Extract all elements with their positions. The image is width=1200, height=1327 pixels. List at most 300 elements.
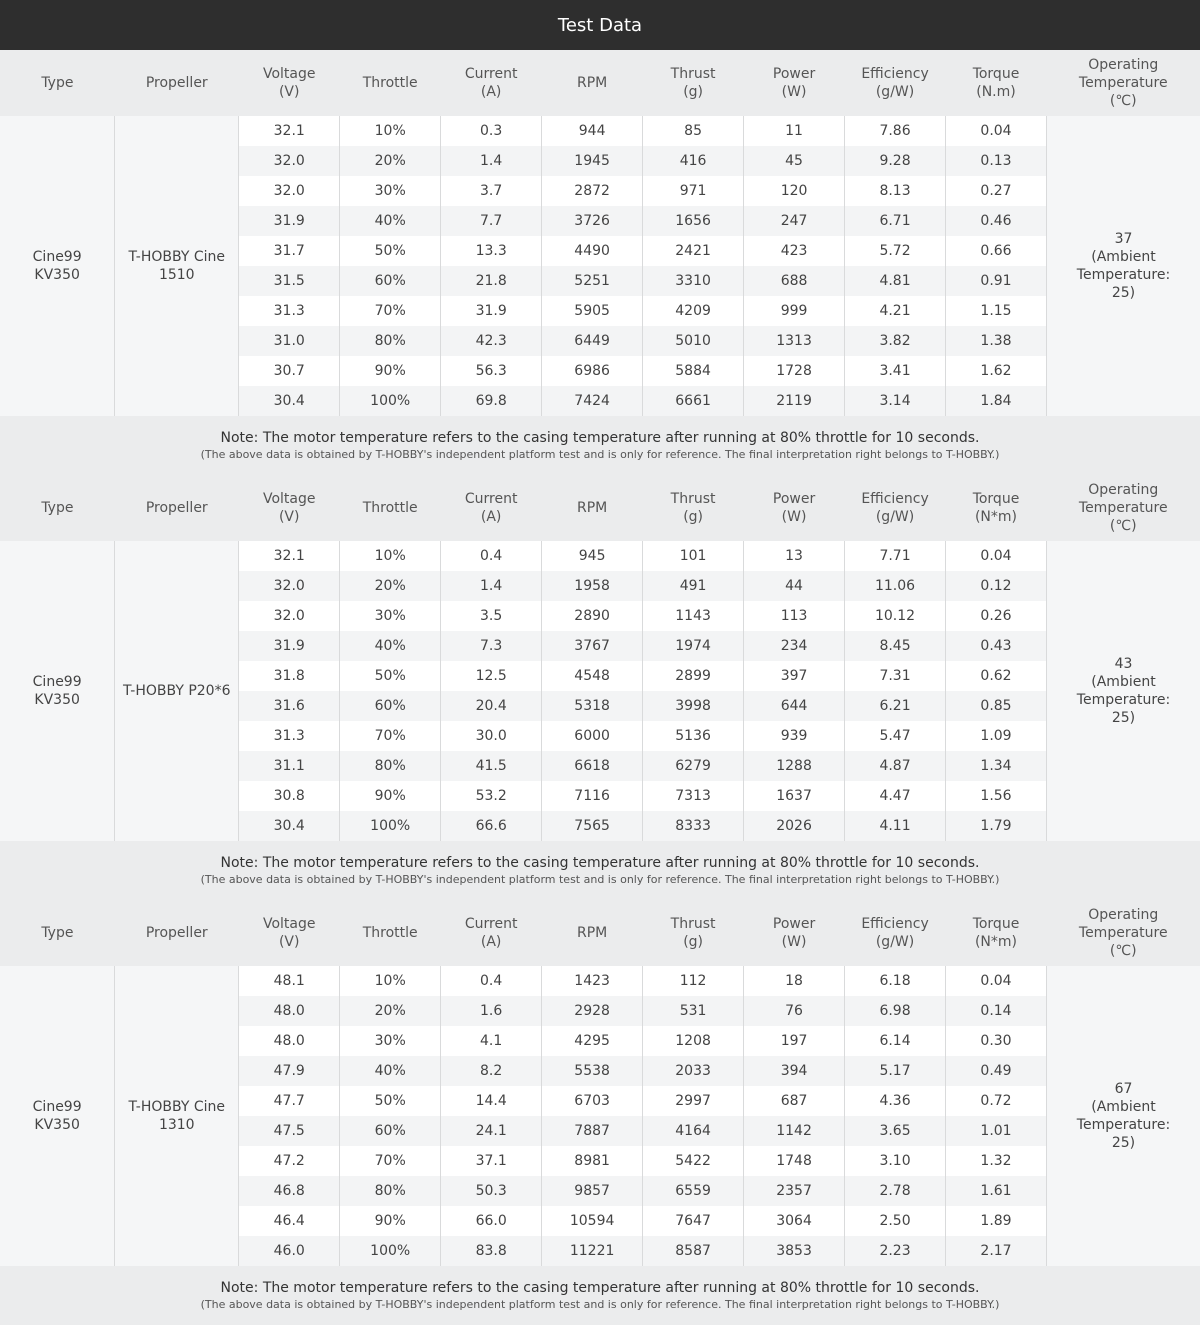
rpm-cell: 3726 [542,206,643,236]
efficiency-cell: 7.86 [845,116,946,146]
voltage-cell: 31.5 [239,266,340,296]
motor-type-line: Cine99 [32,1099,82,1115]
note-disclaimer-text: (The above data is obtained by T-HOBBY's independent platform test and is only for reference. The final interpretation right belongs to T-HOBBY.) [200,873,1000,886]
throttle-cell: 80% [340,326,441,356]
throttle-cell: 70% [340,1146,441,1176]
operating-temperature-cell [1046,966,1200,1266]
test-data-tables [0,50,1200,1325]
throttle-cell: 100% [340,811,441,841]
operating-temperature-line: 67 [1114,1081,1133,1097]
voltage-cell: 31.6 [239,691,340,721]
torque-cell: 1.61 [946,1176,1047,1206]
throttle-cell: 80% [340,751,441,781]
current-cell: 8.2 [441,1056,542,1086]
current-cell: 3.7 [441,176,542,206]
test-table [0,900,1200,1266]
rpm-cell: 5251 [542,266,643,296]
efficiency-cell: 10.12 [845,601,946,631]
column-header-rpm-line: RPM [577,75,608,91]
operating-temperature-line: Temperature: [1076,692,1171,708]
column-header-temperature-line: (℃) [1109,943,1137,959]
throttle-cell: 80% [340,1176,441,1206]
voltage-cell: 31.7 [239,236,340,266]
current-cell: 20.4 [441,691,542,721]
current-cell: 66.6 [441,811,542,841]
throttle-cell: 10% [340,541,441,571]
thrust-cell: 3310 [643,266,744,296]
column-header-power [744,475,845,541]
voltage-cell: 32.0 [239,601,340,631]
column-header-efficiency-line: (g/W) [875,84,915,100]
efficiency-cell: 3.65 [845,1116,946,1146]
column-header-power-line: (W) [781,934,807,950]
column-header-voltage [239,50,340,116]
throttle-cell: 90% [340,781,441,811]
current-cell: 69.8 [441,386,542,416]
column-header-voltage [239,475,340,541]
current-cell: 42.3 [441,326,542,356]
column-header-current-line: Current [464,916,518,932]
thrust-cell: 2997 [643,1086,744,1116]
voltage-cell: 32.0 [239,146,340,176]
thrust-cell: 5136 [643,721,744,751]
column-header-efficiency [845,900,946,966]
column-header-efficiency [845,50,946,116]
efficiency-cell: 4.36 [845,1086,946,1116]
thrust-cell: 7647 [643,1206,744,1236]
propeller-line: T-HOBBY Cine [128,1099,225,1115]
rpm-cell: 944 [542,116,643,146]
thrust-cell: 491 [643,571,744,601]
propeller-line: 1310 [158,1117,195,1133]
voltage-cell: 47.7 [239,1086,340,1116]
thrust-cell: 971 [643,176,744,206]
note-main-text: Note: The motor temperature refers to the casing temperature after running at 80% throttle for 10 seconds. [220,855,980,871]
column-header-voltage-line: Voltage [262,66,316,82]
operating-temperature-cell [1046,541,1200,841]
power-cell: 397 [744,661,845,691]
throttle-cell: 30% [340,601,441,631]
power-cell: 3853 [744,1236,845,1266]
column-header-type [0,50,115,116]
efficiency-cell: 5.72 [845,236,946,266]
throttle-cell: 20% [340,146,441,176]
column-header-rpm-line: RPM [577,500,608,516]
power-cell: 644 [744,691,845,721]
throttle-cell: 70% [340,296,441,326]
efficiency-cell: 6.71 [845,206,946,236]
operating-temperature-line: 43 [1114,656,1133,672]
rpm-cell: 10594 [542,1206,643,1236]
power-cell: 234 [744,631,845,661]
throttle-cell: 30% [340,176,441,206]
test-table [0,475,1200,841]
note-disclaimer-text: (The above data is obtained by T-HOBBY's independent platform test and is only for reference. The final interpretation right belongs to T-HOBBY.) [200,448,1000,461]
column-header-temperature-line: Operating [1088,907,1159,923]
power-cell: 2357 [744,1176,845,1206]
power-cell: 999 [744,296,845,326]
column-header-voltage-line: (V) [278,84,300,100]
thrust-cell: 8587 [643,1236,744,1266]
thrust-cell: 1208 [643,1026,744,1056]
column-header-efficiency-line: (g/W) [875,509,915,525]
column-header-power-line: (W) [781,509,807,525]
torque-cell: 0.04 [946,966,1047,996]
power-cell: 247 [744,206,845,236]
throttle-cell: 20% [340,996,441,1026]
column-header-thrust-line: (g) [683,84,703,100]
efficiency-cell: 2.50 [845,1206,946,1236]
voltage-cell: 48.0 [239,996,340,1026]
voltage-cell: 47.2 [239,1146,340,1176]
power-cell: 1637 [744,781,845,811]
rpm-cell: 3767 [542,631,643,661]
current-cell: 1.4 [441,146,542,176]
voltage-cell: 32.1 [239,541,340,571]
rpm-cell: 9857 [542,1176,643,1206]
rpm-cell: 7887 [542,1116,643,1146]
torque-cell: 0.04 [946,116,1047,146]
throttle-cell: 50% [340,1086,441,1116]
operating-temperature-line: (Ambient [1091,1099,1156,1115]
voltage-cell: 47.9 [239,1056,340,1086]
voltage-cell: 30.4 [239,386,340,416]
power-cell: 1288 [744,751,845,781]
column-header-current-line: (A) [480,934,502,950]
column-header-efficiency-line: (g/W) [875,934,915,950]
thrust-cell: 2421 [643,236,744,266]
efficiency-cell: 4.47 [845,781,946,811]
propeller-line: T-HOBBY P20*6 [123,683,231,699]
voltage-cell: 32.1 [239,116,340,146]
operating-temperature-line: (Ambient [1091,249,1156,265]
column-header-current-line: Current [464,491,518,507]
table-header-row [0,50,1200,116]
column-header-torque [946,50,1047,116]
rpm-cell: 5538 [542,1056,643,1086]
column-header-power-line: (W) [781,84,807,100]
thrust-cell: 6279 [643,751,744,781]
motor-type-line: Cine99 [32,674,82,690]
thrust-cell: 3998 [643,691,744,721]
column-header-rpm [542,900,643,966]
motor-type-cell [0,541,115,841]
torque-cell: 0.46 [946,206,1047,236]
column-header-voltage-line: (V) [278,934,300,950]
operating-temperature-line: 25) [1111,710,1136,726]
column-header-throttle [340,900,441,966]
torque-cell: 0.72 [946,1086,1047,1116]
operating-temperature-cell [1046,116,1200,416]
current-cell: 30.0 [441,721,542,751]
efficiency-cell: 4.11 [845,811,946,841]
column-header-type-line: Type [41,925,74,941]
voltage-cell: 48.0 [239,1026,340,1056]
voltage-cell: 31.9 [239,631,340,661]
voltage-cell: 31.0 [239,326,340,356]
column-header-thrust-line: Thrust [670,66,716,82]
column-header-power [744,900,845,966]
power-cell: 688 [744,266,845,296]
torque-cell: 0.14 [946,996,1047,1026]
test-table [0,50,1200,416]
rpm-cell: 11221 [542,1236,643,1266]
thrust-cell: 1974 [643,631,744,661]
table-row [0,541,1200,571]
throttle-cell: 10% [340,966,441,996]
voltage-cell: 30.4 [239,811,340,841]
power-cell: 120 [744,176,845,206]
thrust-cell: 416 [643,146,744,176]
torque-cell: 1.34 [946,751,1047,781]
rpm-cell: 4548 [542,661,643,691]
efficiency-cell: 3.82 [845,326,946,356]
thrust-cell: 6559 [643,1176,744,1206]
operating-temperature-line: 25) [1111,285,1136,301]
power-cell: 687 [744,1086,845,1116]
column-header-current-line: Current [464,66,518,82]
throttle-cell: 20% [340,571,441,601]
voltage-cell: 30.7 [239,356,340,386]
torque-cell: 1.01 [946,1116,1047,1146]
throttle-cell: 50% [340,236,441,266]
column-header-efficiency-line: Efficiency [861,66,929,82]
power-cell: 1748 [744,1146,845,1176]
torque-cell: 1.32 [946,1146,1047,1176]
rpm-cell: 7116 [542,781,643,811]
rpm-cell: 2928 [542,996,643,1026]
power-cell: 2026 [744,811,845,841]
column-header-temperature [1046,900,1200,966]
column-header-thrust [643,50,744,116]
column-header-throttle-line: Throttle [362,500,418,516]
rpm-cell: 2872 [542,176,643,206]
current-cell: 24.1 [441,1116,542,1146]
throttle-cell: 90% [340,1206,441,1236]
torque-cell: 1.09 [946,721,1047,751]
column-header-throttle-line: Throttle [362,75,418,91]
thrust-cell: 1656 [643,206,744,236]
rpm-cell: 8981 [542,1146,643,1176]
column-header-power [744,50,845,116]
column-header-propeller [115,50,239,116]
thrust-cell: 6661 [643,386,744,416]
thrust-cell: 2899 [643,661,744,691]
torque-cell: 1.62 [946,356,1047,386]
torque-cell: 0.04 [946,541,1047,571]
rpm-cell: 6703 [542,1086,643,1116]
column-header-temperature-line: Temperature [1078,75,1168,91]
page-title [0,0,1200,50]
rpm-cell: 1945 [542,146,643,176]
column-header-type-line: Type [41,500,74,516]
column-header-power-line: Power [772,916,816,932]
column-header-voltage-line: Voltage [262,491,316,507]
current-cell: 66.0 [441,1206,542,1236]
table-header-row [0,475,1200,541]
torque-cell: 1.89 [946,1206,1047,1236]
voltage-cell: 31.3 [239,296,340,326]
torque-cell: 0.91 [946,266,1047,296]
current-cell: 0.3 [441,116,542,146]
throttle-cell: 100% [340,386,441,416]
test-note [0,416,1200,475]
table-header-row [0,900,1200,966]
efficiency-cell: 3.14 [845,386,946,416]
throttle-cell: 10% [340,116,441,146]
current-cell: 12.5 [441,661,542,691]
power-cell: 18 [744,966,845,996]
column-header-voltage-line: Voltage [262,916,316,932]
column-header-throttle-line: Throttle [362,925,418,941]
throttle-cell: 70% [340,721,441,751]
column-header-thrust-line: (g) [683,934,703,950]
torque-cell: 1.84 [946,386,1047,416]
voltage-cell: 31.3 [239,721,340,751]
rpm-cell: 945 [542,541,643,571]
current-cell: 7.7 [441,206,542,236]
column-header-power-line: Power [772,66,816,82]
efficiency-cell: 11.06 [845,571,946,601]
efficiency-cell: 7.31 [845,661,946,691]
voltage-cell: 47.5 [239,1116,340,1146]
test-note [0,841,1200,900]
efficiency-cell: 6.18 [845,966,946,996]
current-cell: 0.4 [441,541,542,571]
column-header-current [441,50,542,116]
voltage-cell: 32.0 [239,176,340,206]
thrust-cell: 5884 [643,356,744,386]
column-header-temperature-line: (℃) [1109,93,1137,109]
torque-cell: 0.66 [946,236,1047,266]
efficiency-cell: 6.98 [845,996,946,1026]
column-header-current-line: (A) [480,509,502,525]
power-cell: 1142 [744,1116,845,1146]
current-cell: 14.4 [441,1086,542,1116]
rpm-cell: 2890 [542,601,643,631]
current-cell: 4.1 [441,1026,542,1056]
thrust-cell: 531 [643,996,744,1026]
rpm-cell: 6000 [542,721,643,751]
rpm-cell: 4490 [542,236,643,266]
column-header-thrust-line: Thrust [670,916,716,932]
torque-cell: 1.79 [946,811,1047,841]
current-cell: 1.4 [441,571,542,601]
column-header-torque-line: (N*m) [974,509,1018,525]
column-header-thrust-line: (g) [683,509,703,525]
current-cell: 53.2 [441,781,542,811]
column-header-temperature-line: Temperature [1078,500,1168,516]
throttle-cell: 50% [340,661,441,691]
efficiency-cell: 4.21 [845,296,946,326]
torque-cell: 0.43 [946,631,1047,661]
propeller-cell [115,966,239,1266]
column-header-thrust-line: Thrust [670,491,716,507]
column-header-temperature-line: Operating [1088,482,1159,498]
note-main-text: Note: The motor temperature refers to the casing temperature after running at 80% throttle for 10 seconds. [220,430,980,446]
voltage-cell: 31.8 [239,661,340,691]
power-cell: 44 [744,571,845,601]
efficiency-cell: 8.13 [845,176,946,206]
throttle-cell: 90% [340,356,441,386]
thrust-cell: 8333 [643,811,744,841]
voltage-cell: 31.9 [239,206,340,236]
note-main-text: Note: The motor temperature refers to the casing temperature after running at 80% throttle for 10 seconds. [220,1280,980,1296]
column-header-temperature-line: Operating [1088,57,1159,73]
column-header-rpm [542,50,643,116]
column-header-torque-line: (N.m) [976,84,1016,100]
column-header-current [441,475,542,541]
column-header-current [441,900,542,966]
current-cell: 13.3 [441,236,542,266]
thrust-cell: 85 [643,116,744,146]
column-header-efficiency-line: Efficiency [861,491,929,507]
column-header-propeller-line: Propeller [145,500,208,516]
motor-type-line: Cine99 [32,249,82,265]
thrust-cell: 1143 [643,601,744,631]
note-disclaimer-text: (The above data is obtained by T-HOBBY's independent platform test and is only for reference. The final interpretation right belongs to T-HOBBY.) [200,1298,1000,1311]
rpm-cell: 6986 [542,356,643,386]
propeller-cell [115,541,239,841]
throttle-cell: 30% [340,1026,441,1056]
torque-cell: 0.13 [946,146,1047,176]
voltage-cell: 46.8 [239,1176,340,1206]
table-row [0,116,1200,146]
thrust-cell: 7313 [643,781,744,811]
thrust-cell: 101 [643,541,744,571]
rpm-cell: 7565 [542,811,643,841]
column-header-throttle [340,475,441,541]
column-header-torque [946,900,1047,966]
voltage-cell: 46.0 [239,1236,340,1266]
column-header-propeller-line: Propeller [145,925,208,941]
torque-cell: 0.27 [946,176,1047,206]
efficiency-cell: 5.47 [845,721,946,751]
current-cell: 3.5 [441,601,542,631]
column-header-throttle [340,50,441,116]
operating-temperature-line: Temperature: [1076,1117,1171,1133]
power-cell: 3064 [744,1206,845,1236]
power-cell: 394 [744,1056,845,1086]
power-cell: 423 [744,236,845,266]
operating-temperature-line: Temperature: [1076,267,1171,283]
current-cell: 83.8 [441,1236,542,1266]
throttle-cell: 60% [340,266,441,296]
torque-cell: 1.56 [946,781,1047,811]
power-cell: 13 [744,541,845,571]
efficiency-cell: 5.17 [845,1056,946,1086]
rpm-cell: 1958 [542,571,643,601]
torque-cell: 0.62 [946,661,1047,691]
efficiency-cell: 7.71 [845,541,946,571]
column-header-torque-line: (N*m) [974,934,1018,950]
column-header-thrust [643,475,744,541]
efficiency-cell: 3.41 [845,356,946,386]
rpm-cell: 6618 [542,751,643,781]
torque-cell: 0.49 [946,1056,1047,1086]
column-header-thrust [643,900,744,966]
voltage-cell: 32.0 [239,571,340,601]
table-row [0,966,1200,996]
current-cell: 7.3 [441,631,542,661]
column-header-torque-line: Torque [972,916,1020,932]
power-cell: 11 [744,116,845,146]
efficiency-cell: 6.14 [845,1026,946,1056]
page-title-text: Test Data [557,14,643,36]
power-cell: 197 [744,1026,845,1056]
torque-cell: 0.26 [946,601,1047,631]
column-header-rpm [542,475,643,541]
